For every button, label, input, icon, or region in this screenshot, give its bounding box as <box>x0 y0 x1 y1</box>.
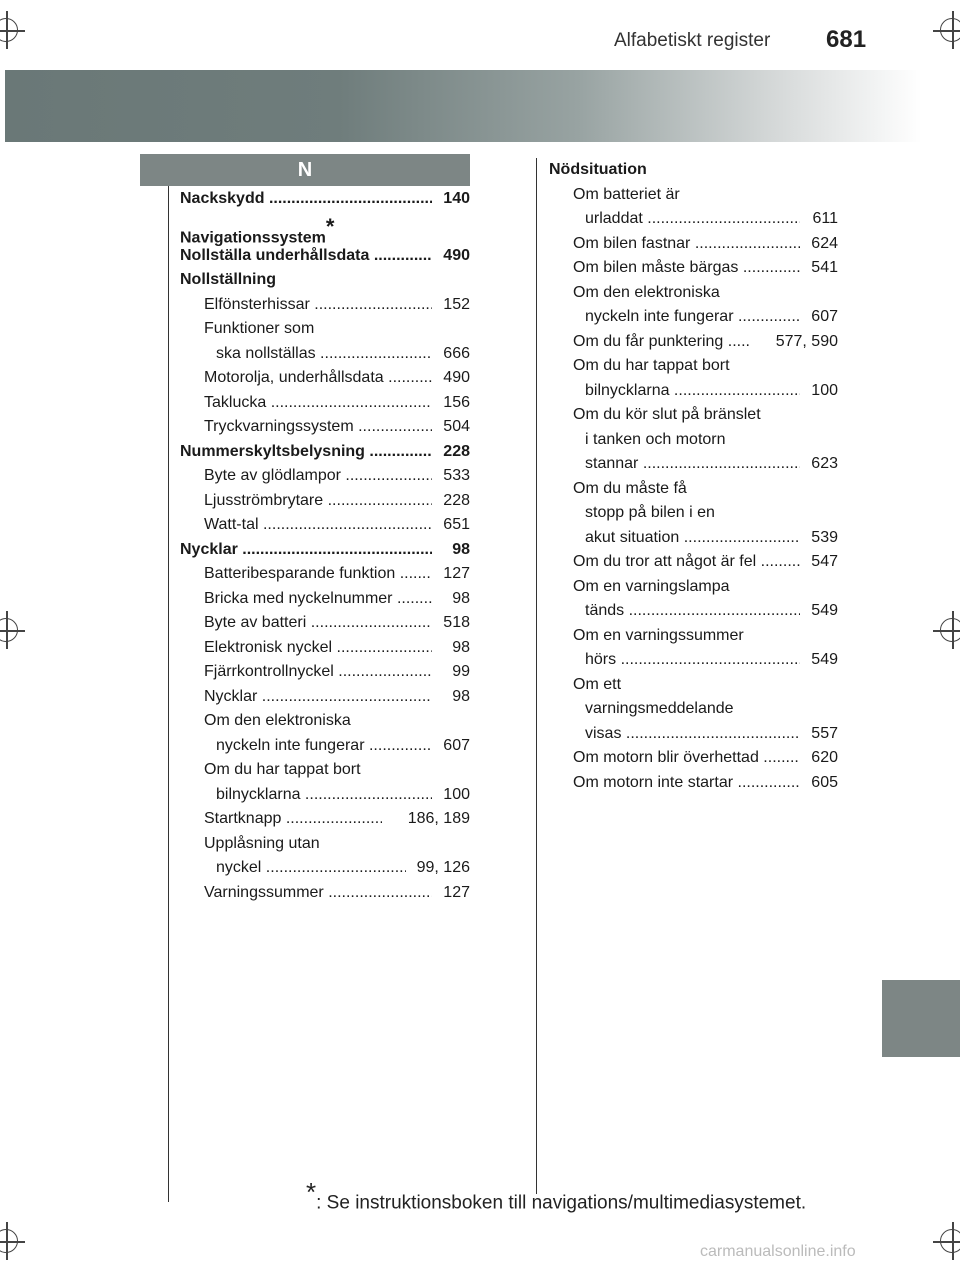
index-entry: Nollställning <box>180 271 276 288</box>
index-subentry: Elfönsterhissar ..... 152 <box>204 293 470 318</box>
index-subentry: hörs ..... 549 <box>585 648 838 673</box>
index-subentry: nyckeln inte fungerar ..... 607 <box>216 734 470 759</box>
index-subentry: Om en varningssummer <box>573 626 744 644</box>
index-subentry: bilnycklarna ..... 100 <box>585 379 838 404</box>
index-subentry: Tryckvarningssystem ..... 504 <box>204 415 470 440</box>
index-subentry: Om batteriet är <box>573 185 680 203</box>
index-subentry: tänds ..... 549 <box>585 599 838 624</box>
index-subentry: Om du måste få <box>573 479 687 497</box>
index-subentry: Taklucka ..... 156 <box>204 391 470 416</box>
index-subentry: Batteribesparande funktion ..... 127 <box>204 562 470 587</box>
index-subentry: stannar ..... 623 <box>585 452 838 477</box>
index-subentry: Om du har tappat bort <box>204 761 361 778</box>
column-divider-left <box>168 186 169 1202</box>
header-title: Alfabetiskt register <box>614 30 771 51</box>
index-subentry: nyckeln inte fungerar ..... 607 <box>585 305 838 330</box>
page-number: 681 <box>826 26 867 53</box>
index-subentry: stopp på bilen i en <box>585 504 715 521</box>
index-subentry: nyckel ..... 99, 126 <box>216 856 470 881</box>
index-subentry: Om en varningslampa <box>573 577 730 595</box>
index-subentry: Om du har tappat bort <box>573 357 730 374</box>
index-column-2 <box>549 158 838 795</box>
index-subentry: i tanken och motorn <box>585 430 726 448</box>
footnote <box>306 1177 807 1214</box>
crop-mark-icon <box>0 18 18 42</box>
index-subentry: varningsmeddelande <box>585 700 734 717</box>
index-subentry: Fjärrkontrollnyckel ..... 99 <box>204 660 470 685</box>
index-subentry: Om du får punktering ..... 577, 590 <box>573 330 838 355</box>
index-subentry: Byte av glödlampor ..... 533 <box>204 464 470 489</box>
index-subentry: Byte av batteri ..... 518 <box>204 611 470 636</box>
index-column-1 <box>180 187 470 905</box>
footnote-text: : Se instruktionsboken till navigations/multimediasystemet. <box>316 1192 807 1214</box>
section-letter-bar: N <box>140 154 470 186</box>
index-entry: Nycklar ..... 98 <box>180 538 470 563</box>
index-subentry: Elektronisk nyckel ..... 98 <box>204 636 470 661</box>
section-tab-marker <box>882 980 960 1057</box>
index-subentry: Watt-tal ..... 651 <box>204 513 470 538</box>
index-entry: Nackskydd ..... 140 <box>180 187 470 212</box>
index-subentry: Om motorn inte startar ..... 605 <box>573 771 838 796</box>
index-subentry: Om bilen måste bärgas ..... 541 <box>573 256 838 281</box>
index-subentry: Funktioner som <box>204 320 315 337</box>
index-subentry: Om du kör slut på bränslet <box>573 406 761 423</box>
index-subentry: ska nollställas ..... 666 <box>216 342 470 367</box>
index-subentry: Om ett <box>573 675 622 693</box>
header-banner <box>5 70 960 142</box>
index-entry: Nummerskyltsbelysning ..... 228 <box>180 440 470 465</box>
crop-mark-icon <box>0 1229 18 1253</box>
index-subentry: Bricka med nyckelnummer ..... 98 <box>204 587 470 612</box>
index-subentry: akut situation ..... 539 <box>585 526 838 551</box>
index-subentry: urladdat ..... 611 <box>585 207 838 232</box>
index-entry: Navigationssystem* <box>180 213 335 246</box>
index-subentry: Ljusströmbrytare ..... 228 <box>204 489 470 514</box>
footnote-mark: * <box>306 1177 317 1207</box>
watermark: carmanualsonline.info <box>700 1243 856 1260</box>
index-subentry: Om motorn blir överhettad ..... 620 <box>573 746 838 771</box>
crop-mark-icon <box>940 1229 960 1253</box>
index-subentry: Om du tror att något är fel ..... 547 <box>573 550 838 575</box>
index-subentry: Motorolja, underhållsdata ..... 490 <box>204 366 470 391</box>
crop-mark-icon <box>940 18 960 42</box>
index-subentry: Om den elektroniska <box>573 283 720 301</box>
crop-mark-icon <box>940 618 960 642</box>
index-entry: Nödsituation <box>549 161 647 178</box>
crop-mark-icon <box>0 618 18 642</box>
index-entry: Nollställa underhållsdata ..... 490 <box>180 244 470 269</box>
index-subentry: Om den elektroniska <box>204 712 351 729</box>
index-subentry: visas ..... 557 <box>585 722 838 747</box>
index-subentry: Startknapp ..... 186, 189 <box>204 807 470 832</box>
column-divider-middle <box>536 158 537 1194</box>
index-subentry: Upplåsning utan <box>204 834 320 852</box>
footnote-mark: * <box>325 213 335 239</box>
index-subentry: Nycklar ..... 98 <box>204 685 470 710</box>
index-subentry: bilnycklarna ..... 100 <box>216 783 470 808</box>
index-subentry: Om bilen fastnar ..... 624 <box>573 232 838 257</box>
index-subentry: Varningssummer ..... 127 <box>204 881 470 906</box>
